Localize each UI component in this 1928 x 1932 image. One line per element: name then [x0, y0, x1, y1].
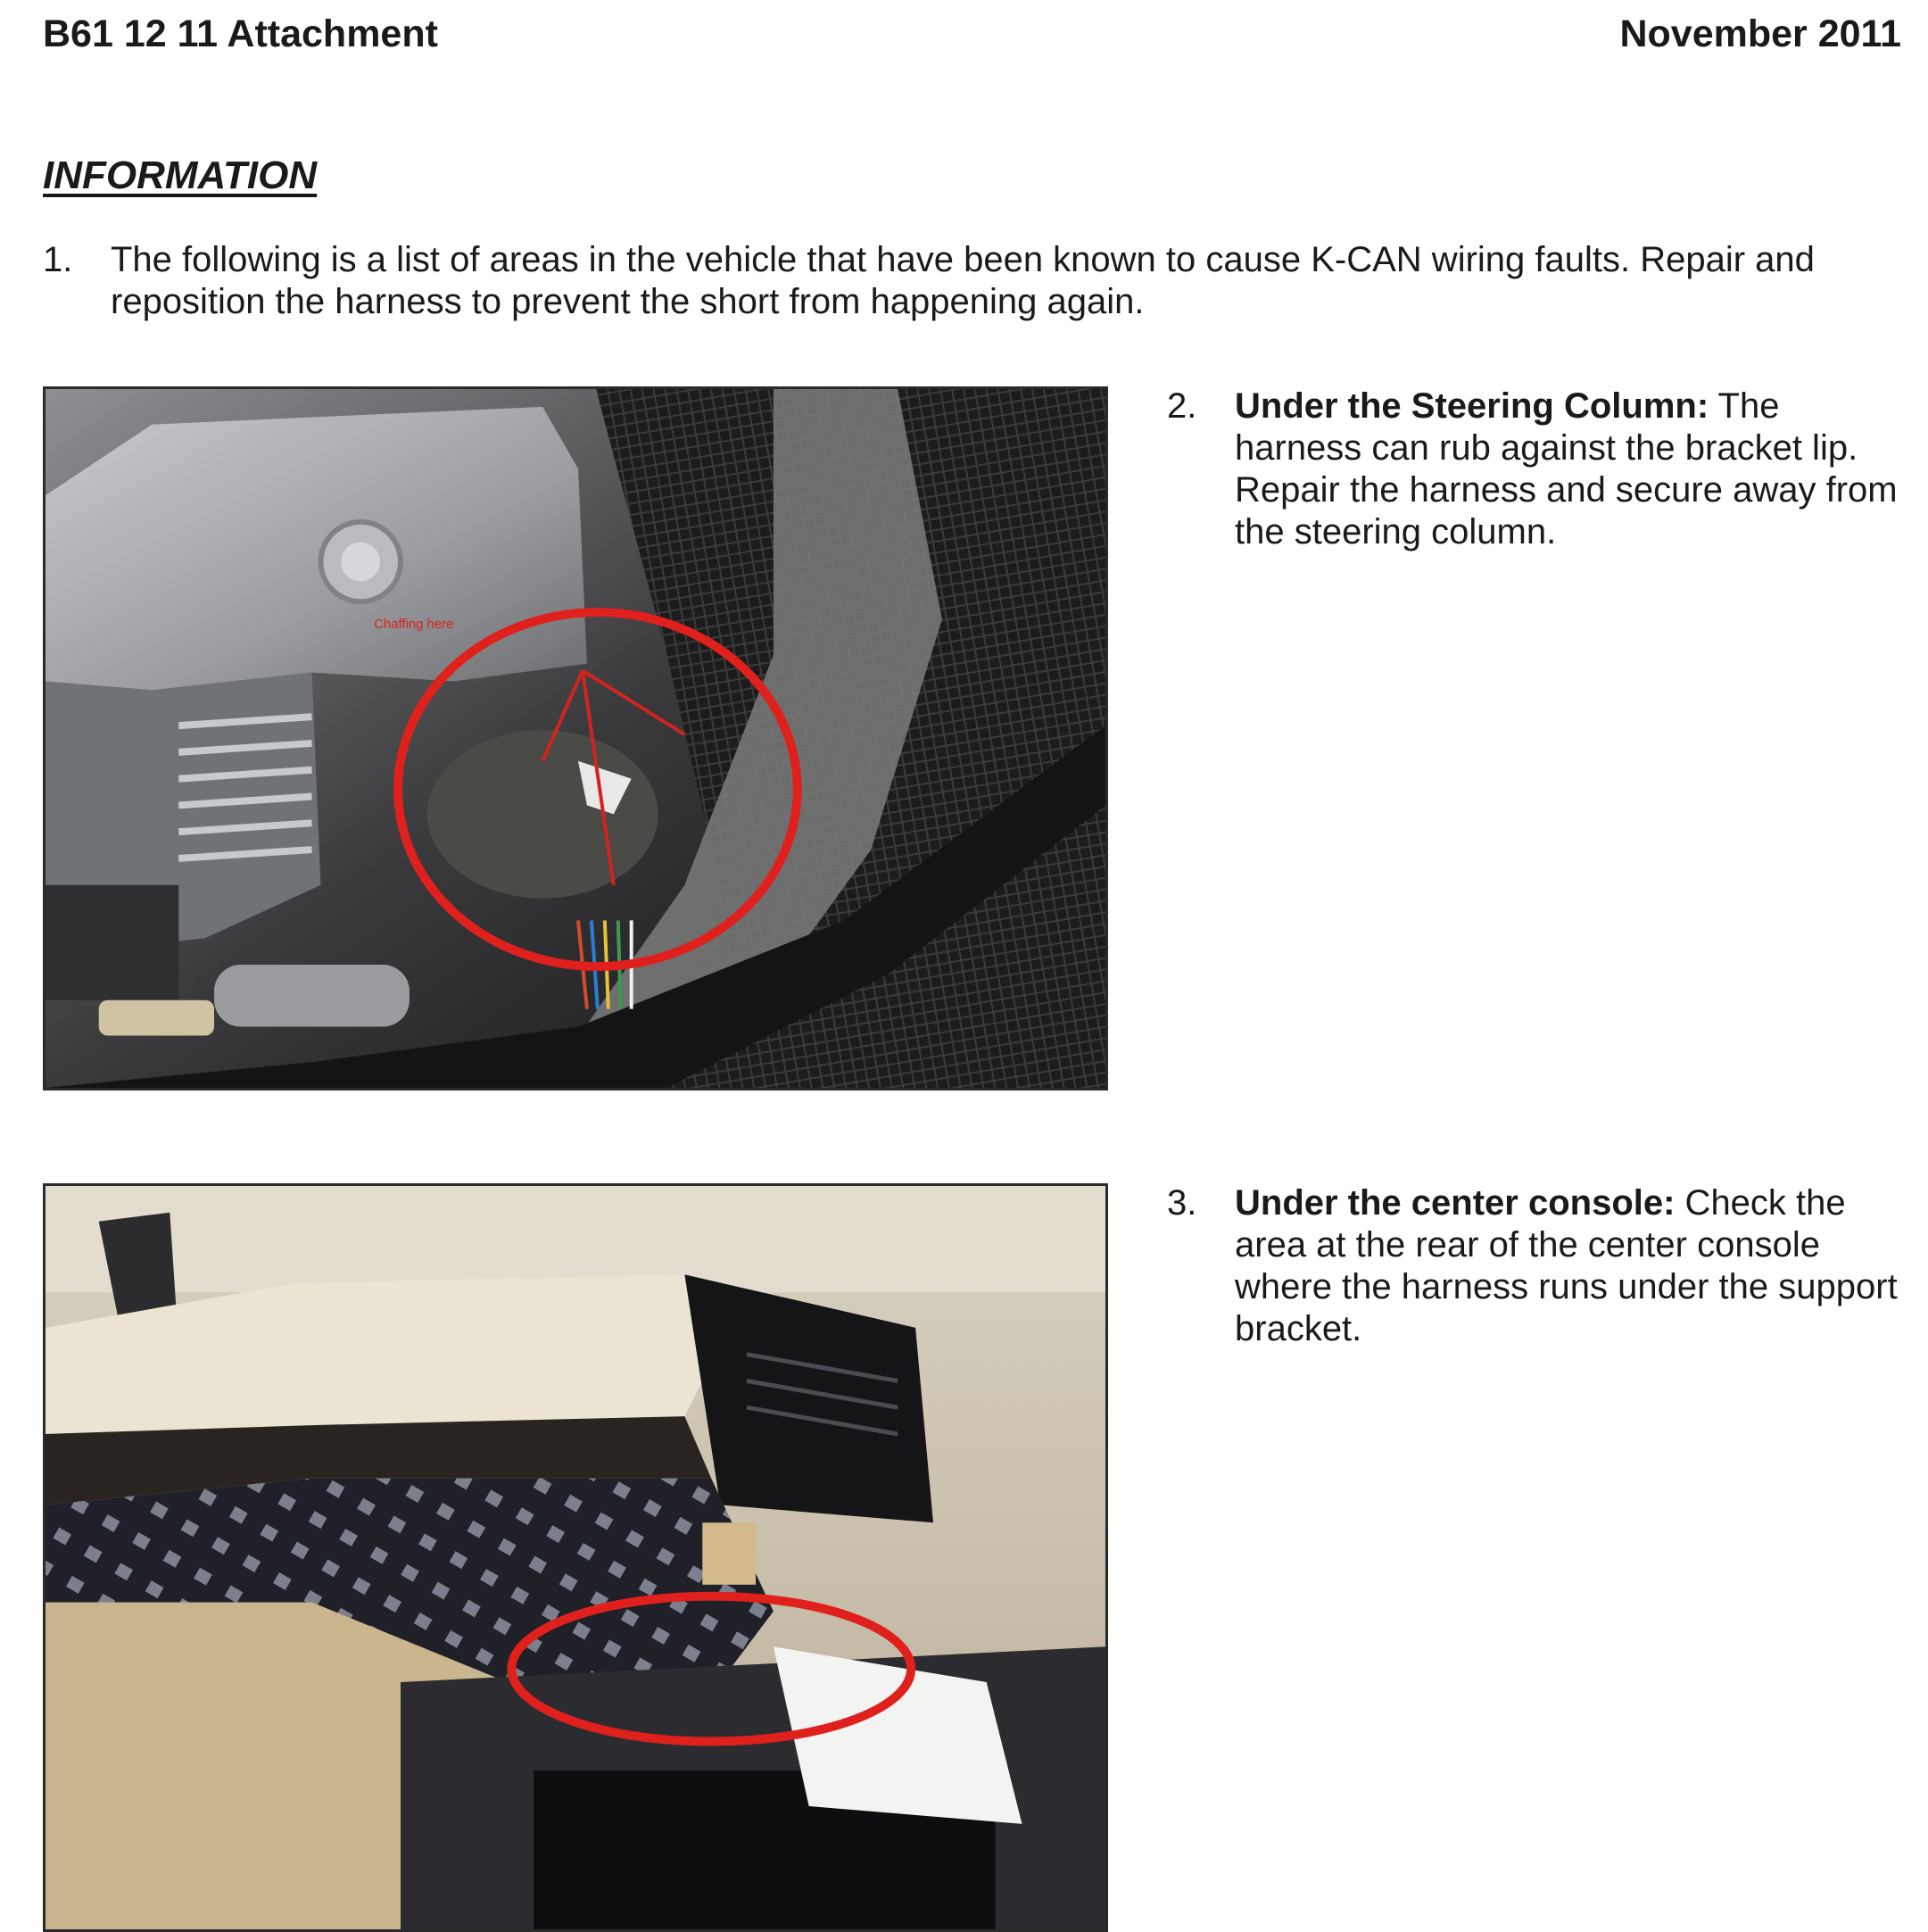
list-item-detail: The harness can rub against the bracket lip. Repair the harness and secure away from the steering column.: [1235, 386, 1898, 551]
document-id: B61 12 11 Attachment: [43, 12, 438, 55]
list-item-text: [1235, 386, 1899, 553]
steering-column-photo: [43, 386, 1108, 1090]
list-item-number: 1.: [43, 240, 73, 279]
list-item-number: 2.: [1167, 386, 1197, 426]
center-console-image: [46, 1186, 1105, 1929]
list-item-1: [43, 239, 1907, 323]
center-console-photo: [43, 1183, 1108, 1932]
list-item-text: The following is a list of areas in the vehicle that have been known to cause K-CAN wiring faults. Repair and reposition the harness to prevent the short from happening again.: [111, 240, 1815, 321]
list-item-2: [1167, 386, 1899, 553]
list-item-lead: Under the center console:: [1235, 1183, 1676, 1223]
list-item-detail: Check the area at the rear of the center console where the harness runs under the support bracket.: [1235, 1183, 1898, 1348]
section-heading: INFORMATION: [43, 153, 318, 197]
list-item-text: [1235, 1182, 1899, 1350]
list-item-number: 3.: [1167, 1183, 1197, 1223]
document-date: November 2011: [1619, 12, 1901, 55]
list-item-lead: Under the Steering Column:: [1235, 386, 1709, 426]
overlay-label-chaffing: Chaffing here: [374, 617, 454, 632]
steering-column-image: [46, 389, 1105, 1088]
list-item-3: [1167, 1182, 1899, 1350]
